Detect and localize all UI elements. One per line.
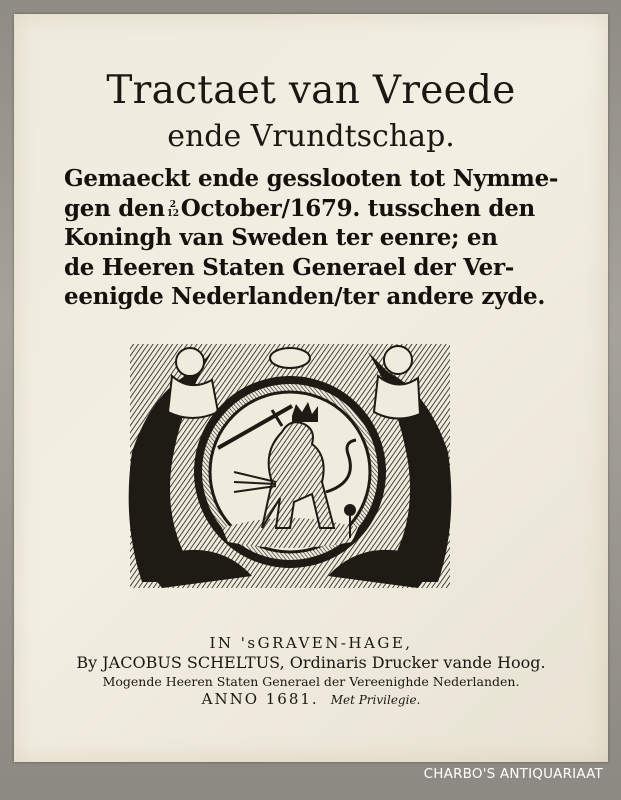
title-line-2: ende Vrundtschap.: [167, 119, 455, 154]
dealer-watermark: CHARBO'S ANTIQUARIAAT: [423, 766, 603, 782]
body-line-2-wrapper: [64, 194, 559, 224]
date-fraction-top: 2: [169, 199, 176, 210]
date-fraction: [167, 201, 179, 219]
blackletter-paragraph: [64, 164, 559, 312]
body-line-4: de Heeren Staten Generael der Ver-: [64, 253, 515, 281]
imprint-printer: By JACOBUS SCHELTUS, Ordinaris Drucker vande Hoog.: [76, 653, 546, 672]
body-line-2b: October/1679. tusschen den: [180, 194, 535, 222]
imprint-privilege: Met Privilegie.: [330, 693, 421, 707]
woodcut-lion-emblem-icon: [122, 332, 458, 594]
imprint-year: ANNO 1681.: [201, 690, 319, 708]
imprint-year-line: [14, 690, 608, 708]
imprint-place: IN 'sGRAVEN-HAGE,: [209, 634, 413, 652]
body-line-3: Koningh van Sweden ter eenre; en: [64, 224, 498, 251]
body-line-1: Gemaeckt ende gesslooten tot Nymme-: [64, 165, 559, 192]
body-line-2a: gen den: [64, 194, 165, 222]
imprint-patrons: Mogende Heeren Staten Generael der Vereenighde Nederlanden.: [102, 674, 520, 689]
document-page: [14, 14, 608, 762]
body-line-5: eenigde Nederlanden/ter andere zyde.: [64, 283, 546, 310]
date-fraction-bottom: 12: [166, 208, 179, 219]
title-line-1: Tractaet van Vreede: [106, 68, 516, 113]
